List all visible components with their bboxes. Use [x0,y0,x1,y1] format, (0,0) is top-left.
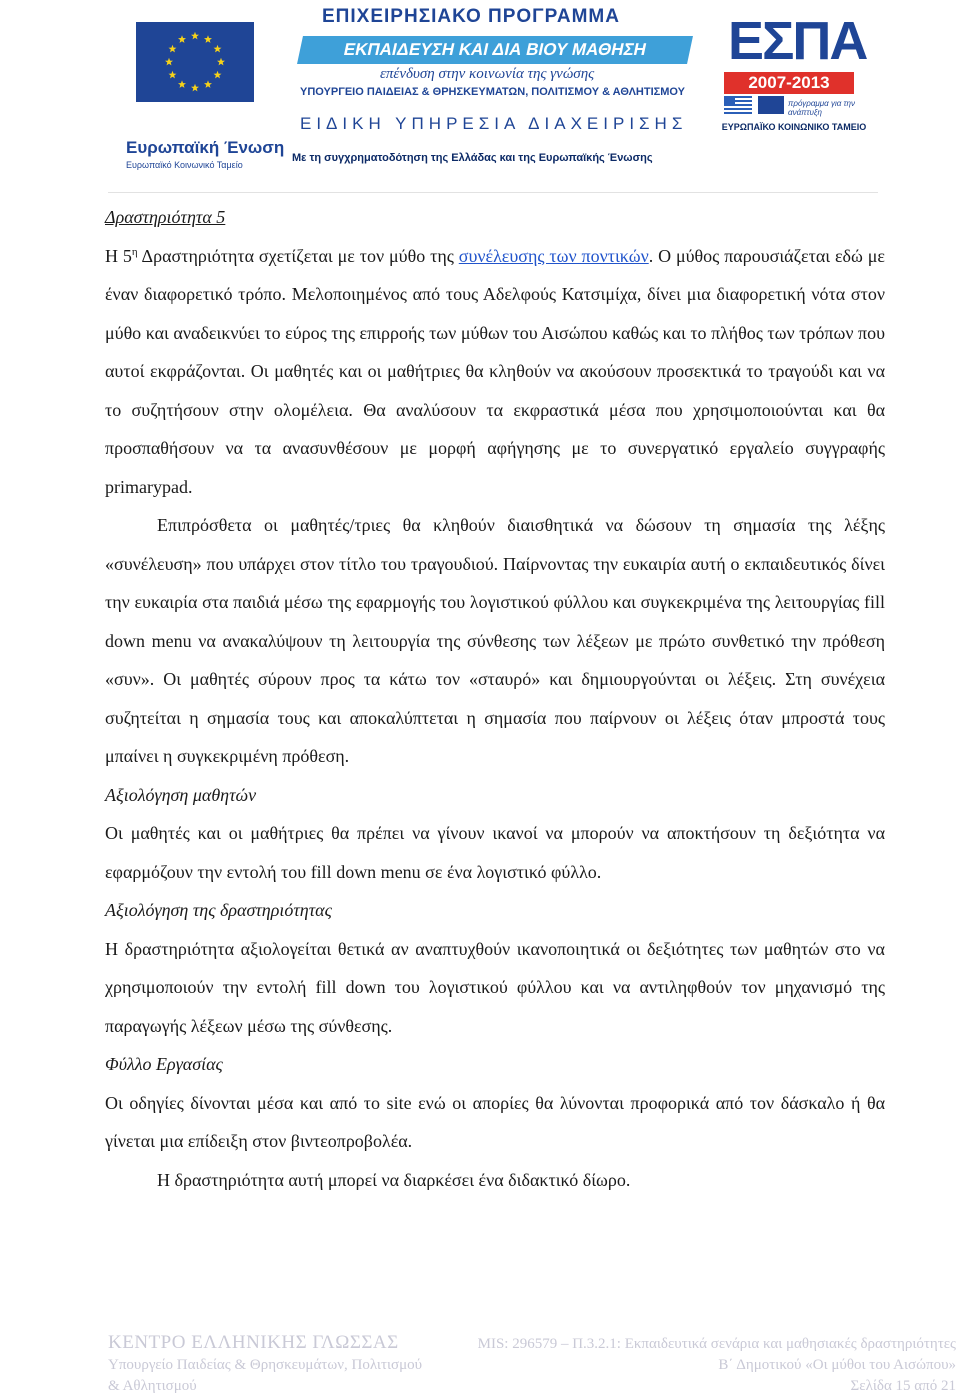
flags-row [724,96,874,118]
paragraph-worksheet: Οι οδηγίες δίνονται μέσα και από το site ενώ οι απορίες θα λύνονται προφορικά από τον δάσκαλο ή θα γίνεται μια επίδειξη στον βιντεοπροβολέα. [105,1092,885,1151]
eu-star-icon [191,32,199,40]
program-slogan: επένδυση στην κοινωνία της γνώσης [380,66,595,82]
intro-text-a: Η 5 [105,245,132,266]
footer-ministry-cont: & Αθλητισμού [108,1378,197,1394]
worksheet-heading: Φύλλο Εργασίας [105,1054,223,1074]
eu-mini-flag-icon [758,96,784,114]
eu-star-icon [214,71,222,79]
service-name: ΕΙΔΙΚΗ ΥΠΗΡΕΣΙΑ ΔΙΑΧΕΙΡΙΣΗΣ [300,114,688,133]
greek-flag-icon [724,96,752,114]
program-title: ΕΠΙΧΕΙΡΗΣΙΑΚΟ ΠΡΟΓΡΑΜΜΑ [322,6,620,27]
intro-text-b: Δραστηριότητα σχετίζεται με τον μύθο της [137,245,459,266]
activity-eval-heading: Αξιολόγηση της δραστηριότητας [105,900,332,920]
eu-star-icon [168,71,176,79]
eu-star-icon [204,35,212,43]
document-body [105,198,885,1199]
eu-star-icon [178,80,186,88]
footer-org: ΚΕΝΤΡΟ ΕΛΛΗΝΙΚΗΣ ΓΛΩΣΣΑΣ [108,1332,399,1353]
espa-logo [714,10,874,180]
eu-flag-icon [136,22,254,102]
eu-title: Ευρωπαϊκή Ένωση [126,138,285,157]
program-logo [300,6,690,131]
ordinal-superscript: η [131,245,138,258]
eu-logo [126,20,285,180]
paragraph-activity-eval: Η δραστηριότητα αξιολογείται θετικά αν αναπτυχθούν ικανοποιητικά οι δεξιότητες των μαθητών στο να χρησιμοποιούν την εντολή fill down του λογιστικού φύλλου και να αντιληφθούν τον μηχανισμό της παραγωγής λέξεων μέσω της σύνθεσης. [105,938,885,1036]
eu-star-icon [191,84,199,92]
ministry-name: ΥΠΟΥΡΓΕΙΟ ΠΑΙΔΕΙΑΣ & ΘΡΗΣΚΕΥΜΑΤΩΝ, ΠΟΛΙΤΙΣΜΟΥ & ΑΘΛΗΤΙΣΜΟΥ [300,86,685,98]
cofund-note: Με τη συγχρηματοδότηση της Ελλάδας και της Ευρωπαϊκής Ένωσης [292,152,653,164]
footer-ministry: Υπουργείο Παιδείας & Θρησκευμάτων, Πολιτισμού [108,1357,423,1373]
page-number: Σελίδα 15 από 21 [850,1378,956,1394]
header-banner [108,0,878,193]
paragraph-additional: Επιπρόσθετα οι μαθητές/τριες θα κληθούν διαισθητικά να δώσουν τη σημασία της λέξης «συνέλευση» που υπάρχει στον τίτλο του τραγουδιού. Παίρνοντας την ευκαιρία αυτή ο εκπαιδευτικός δίνει την ευκαιρία στα παιδιά μέσω της εφαρμογής του λογιστικού φύλλου και συγκεκριμένα της λειτουργίας fill down menu να ανακαλύψουν τη λειτουργία της σύνθεσης των λέξεων με πρώτο συνθετικό την πρόθεση «συν». Οι μαθητές σύρουν προς τα κάτω τον «σταυρό» και δημιουργούνται οι λέξεις. Στη συνέχεια συζητείται η σημασία τους και αποκαλύπτεται η σημασία που παίρνουν οι λέξεις όταν μπροστά τους μπαίνει η συγκεκριμένη πρόθεση. [105,515,885,766]
fable-link[interactable]: συνέλευσης των ποντικών [458,245,649,266]
activity-heading: Δραστηριότητα 5 [105,207,226,227]
eu-subtitle: Ευρωπαϊκό Κοινωνικό Ταμείο [126,160,243,170]
page-footer [0,1330,960,1400]
esf-label: ΕΥΡΩΠΑΪΚΟ ΚΟΙΝΩΝΙΚΟ ΤΑΜΕΙΟ [721,122,867,132]
paragraph-students-eval: Οι μαθητές και οι μαθήτριες θα πρέπει να γίνουν ικανοί να μπορούν να αποκτήσουν τη δεξιότητα να εφαρμόζουν την εντολή του fill down menu σε ένα λογιστικό φύλλο. [105,823,885,882]
footer-project: MIS: 296579 – Π.3.2.1: Εκπαιδευτικά σενάρια και μαθησιακές δραστηριότητες [477,1336,956,1352]
espa-tagline: πρόγραμμα για την ανάπτυξη [788,99,855,117]
intro-text-c: . Ο μύθος παρουσιάζεται εδώ με έναν διαφορετικό τρόπο. Μελοποιημένος από τους Αδελφούς Κατσιμίχα, δίνει μια διαφορετική νότα στον μύθο και αναδεικνύει το εύρος της επιρροής των μύθων του Αισώπου καθώς και το πλήθος των τρόπων που αυτοί εκφράζονται. Οι μαθητές και οι μαθήτριες θα κληθούν να ακούσουν προσεκτικά το τραγούδι και να το συζητήσουν στην ολομέλεια. Θα αναλύσουν τα εκφραστικά μέσα που χρησιμοποιούνται και θα προσπαθήσουν να τα ανασυνθέσουν με μορφή αφήγησης με το συνεργατικό εργαλείο συγγραφής primarypad. [105,245,885,497]
paragraph-duration: Η δραστηριότητα αυτή μπορεί να διαρκέσει ένα διδακτικό δίωρο. [157,1169,631,1190]
program-name: ΕΚΠΑΙΔΕΥΣΗ ΚΑΙ ΔΙΑ ΒΙΟΥ ΜΑΘΗΣΗ [297,36,693,64]
footer-course: Β΄ Δημοτικού «Οι μύθοι του Αισώπου» [718,1357,956,1373]
students-eval-heading: Αξιολόγηση μαθητών [105,784,257,805]
espa-years: 2007-2013 [724,72,854,94]
eu-star-icon [214,45,222,53]
espa-title: ΕΣΠΑ [728,11,867,71]
eu-star-icon [165,58,173,66]
eu-star-icon [168,45,176,53]
eu-star-icon [178,35,186,43]
paragraph-intro [105,237,885,507]
eu-star-icon [217,58,225,66]
eu-star-icon [204,80,212,88]
